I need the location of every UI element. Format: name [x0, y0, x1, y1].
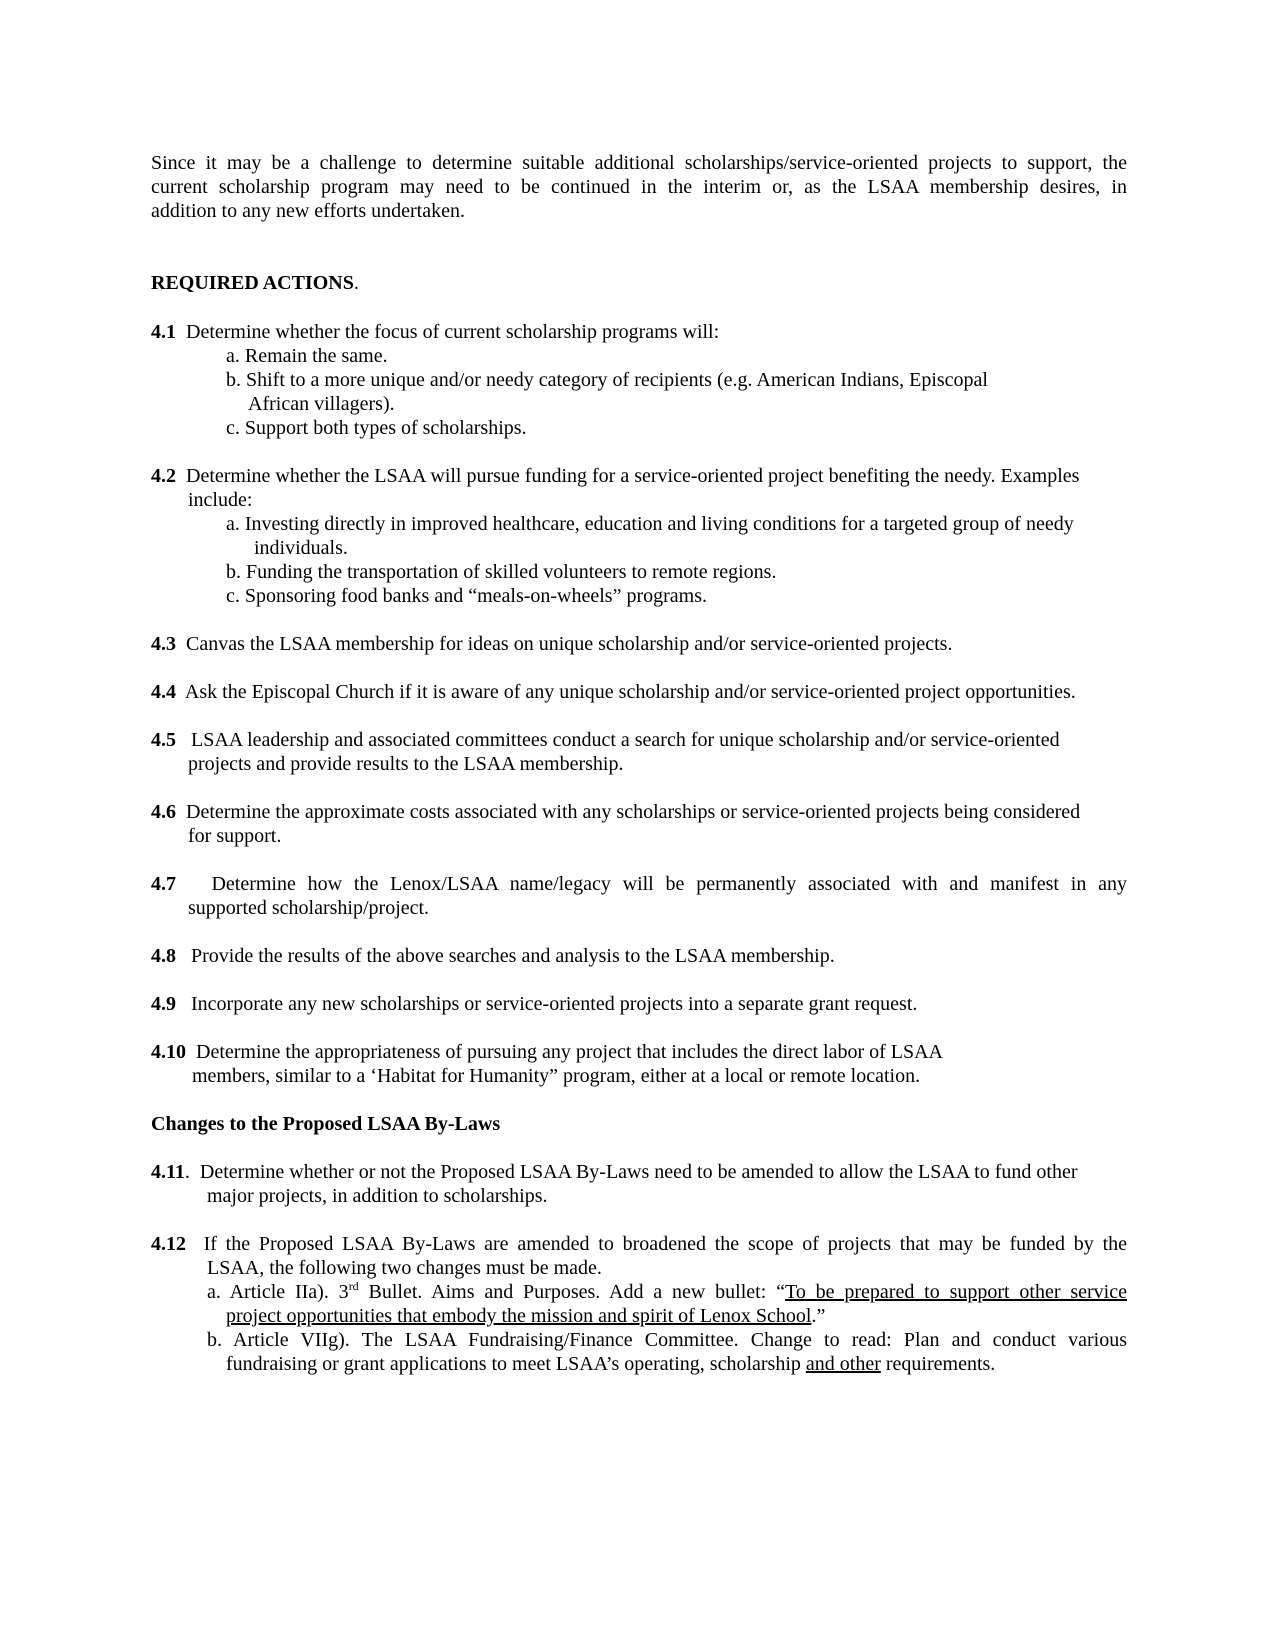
item-number: 4.2	[151, 465, 176, 487]
item-4-12-a: a. Article IIa). 3rd Bullet. Aims and Purposes. Add a new bullet: “To be prepared to support other service	[207, 1279, 1127, 1303]
item-4-12-cont: LSAA, the following two changes must be made.	[207, 1257, 602, 1279]
bylaws-heading: Changes to the Proposed LSAA By-Laws	[151, 1113, 501, 1135]
item-number: 4.8	[151, 945, 176, 967]
item-4-1-c: c. Support both types of scholarships.	[226, 417, 527, 439]
item-number: 4.3	[151, 633, 176, 655]
item-number: 4.9	[151, 993, 176, 1015]
required-actions-heading: REQUIRED ACTIONS.	[151, 272, 359, 294]
item-4-1-b-cont: African villagers).	[248, 393, 395, 415]
item-4-4: 4.4 Ask the Episcopal Church if it is aware of any unique scholarship and/or service-oriented project opportunities.	[151, 681, 1076, 703]
item-4-9: 4.9 Incorporate any new scholarships or service-oriented projects into a separate grant request.	[151, 993, 918, 1015]
intro-line-2: current scholarship program may need to be continued in the interim or, as the LSAA membership desires, in	[151, 176, 1127, 198]
item-number: 4.5	[151, 729, 176, 751]
item-4-11: 4.11. Determine whether or not the Proposed LSAA By-Laws need to be amended to allow the LSAA to fund other	[151, 1161, 1078, 1183]
item-4-12: 4.12 If the Proposed LSAA By-Laws are amended to broadened the scope of projects that may be funded by the	[151, 1233, 1127, 1255]
item-4-12-a-cont: project opportunities that embody the mission and spirit of Lenox School.”	[226, 1305, 826, 1327]
item-4-7-cont: supported scholarship/project.	[188, 897, 430, 919]
item-4-1-a: a. Remain the same.	[226, 345, 388, 367]
item-number: 4.12	[151, 1233, 186, 1255]
item-4-8: 4.8 Provide the results of the above searches and analysis to the LSAA membership.	[151, 945, 835, 967]
item-4-1-b: b. Shift to a more unique and/or needy category of recipients (e.g. American Indians, Episcopal	[226, 369, 988, 391]
item-4-2-b: b. Funding the transportation of skilled volunteers to remote regions.	[226, 561, 777, 583]
item-number: 4.7	[151, 873, 176, 895]
intro-line-1: Since it may be a challenge to determine suitable additional scholarships/service-oriented projects to support, the	[151, 152, 1127, 174]
item-number: 4.11	[151, 1161, 185, 1183]
item-4-2-c: c. Sponsoring food banks and “meals-on-wheels” programs.	[226, 585, 707, 607]
item-4-2: 4.2 Determine whether the LSAA will pursue funding for a service-oriented project benefiting the needy. Examples	[151, 465, 1080, 487]
item-4-12-b-cont: fundraising or grant applications to meet LSAA’s operating, scholarship and other requirements.	[226, 1353, 996, 1375]
item-4-6-cont: for support.	[188, 825, 282, 847]
item-4-6: 4.6 Determine the approximate costs associated with any scholarships or service-oriented projects being considered	[151, 801, 1081, 823]
item-4-10-cont: members, similar to a ‘Habitat for Humanity” program, either at a local or remote location.	[192, 1065, 921, 1087]
item-4-2-cont: include:	[188, 489, 253, 511]
item-4-5: 4.5 LSAA leadership and associated committees conduct a search for unique scholarship and/or service-oriented	[151, 729, 1060, 751]
item-number: 4.4	[151, 681, 176, 703]
item-number: 4.6	[151, 801, 176, 823]
item-4-12-b: b. Article VIIg). The LSAA Fundraising/Finance Committee. Change to read: Plan and conduct various	[207, 1329, 1127, 1351]
item-4-10: 4.10 Determine the appropriateness of pursuing any project that includes the direct labor of LSAA	[151, 1041, 943, 1063]
item-4-1: 4.1 Determine whether the focus of current scholarship programs will:	[151, 321, 720, 343]
item-4-11-cont: major projects, in addition to scholarships.	[207, 1185, 548, 1207]
item-4-5-cont: projects and provide results to the LSAA membership.	[188, 753, 624, 775]
item-number: 4.1	[151, 321, 176, 343]
intro-line-3: addition to any new efforts undertaken.	[151, 200, 465, 222]
item-4-3: 4.3 Canvas the LSAA membership for ideas on unique scholarship and/or service-oriented projects.	[151, 633, 953, 655]
item-number: 4.10	[151, 1041, 186, 1063]
item-4-2-a-cont: individuals.	[254, 537, 348, 559]
item-4-2-a: a. Investing directly in improved healthcare, education and living conditions for a targeted group of needy	[226, 513, 1074, 535]
item-4-7: 4.7 Determine how the Lenox/LSAA name/legacy will be permanently associated with and manifest in any	[151, 873, 1128, 895]
